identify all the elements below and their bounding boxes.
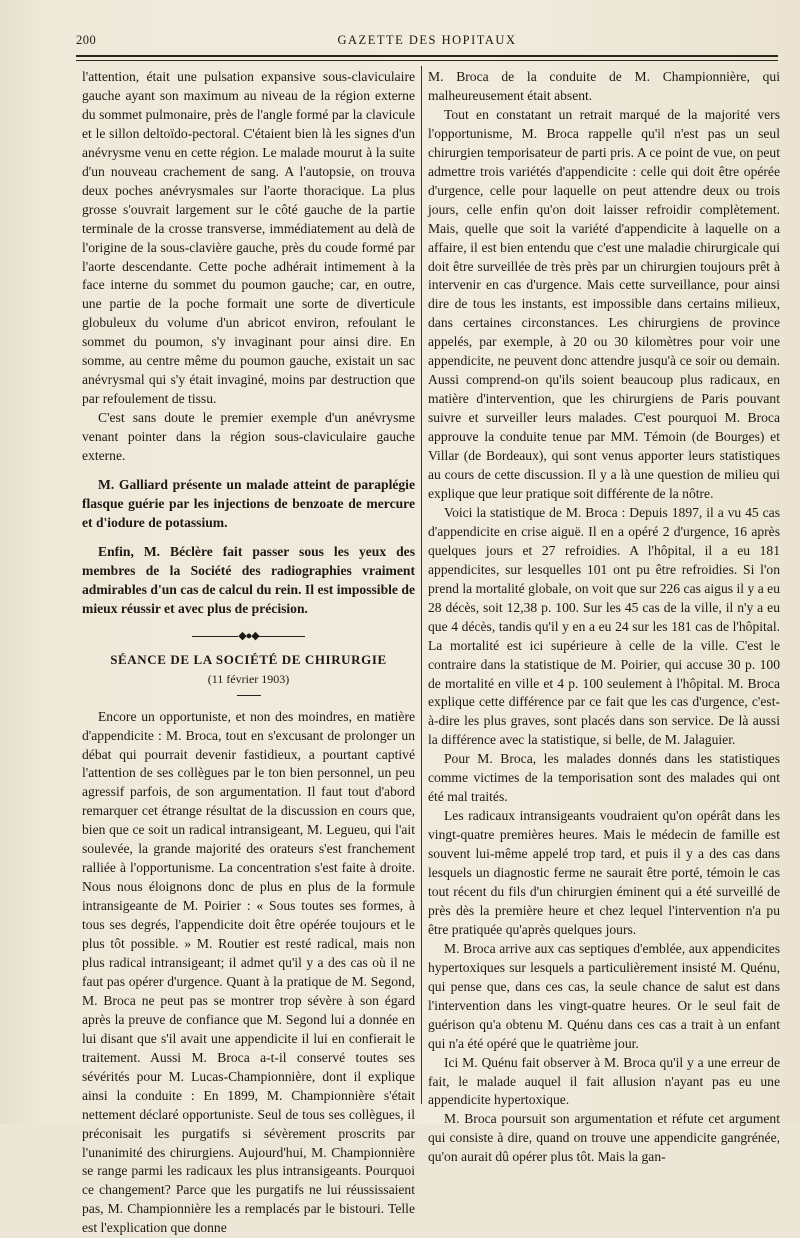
right-paragraph-7: Ici M. Quénu fait observer à M. Broca qu'il y a une erreur de fait, le malade auquel il fait allusion n'ayant pas eu une appendicite hypertoxique. [428,1054,780,1108]
right-column [428,68,780,1167]
right-paragraph-5: Les radicaux intransigeants voudraient qu'on opérât dans les vingt-quatre premières heures. Mais le médecin de famille est souvent lui-même appelé trop tard, et puis il y a des cas dans lesquels un diagnostic ferme ne saurait être porté, témoin le cas tout récent du fils d'un chirurgien éminent qui a été surveillé de près dès la première heure et chez lequel l'intervention n'a pu être pratiquée qu'après quelques jours. [428,808,780,937]
left-paragraph-3: M. Galliard présente un malade atteint de paraplégie flasque guérie par les injections de benzoate de mercure et d'iodure de potassium. [82,477,415,530]
section-title: SÉANCE DE LA SOCIÉTÉ DE CHIRURGIE [110,651,387,667]
left-column [82,68,415,1238]
left-paragraph-1: l'attention, était une pulsation expansive sous-claviculaire gauche ayant son maximum au niveau de la région externe du sommet pulmonaire, près de l'angle formé par la clavicule et le sillon deltoïdo-pectoral. C'étaient bien là les signes d'un anévrysme venu en cette région. Le malade mourut à la suite d'un nouveau crachement de sang. A l'autopsie, on trouva deux poches anévrysmales sur l'aorte thoracique. La plus grosse s'ouvrait largement sur le côté gauche de la partie terminale de la crosse transverse, immédiatement au delà de l'origine de la sous-clavière gauche, près du coude formé par l'aorte descendante. Cette poche adhérait intimement à la face interne du sommet du poumon gauche; car, en outre, une partie de la poche formait une sorte de diverticule globuleux du volume d'un abricot environ, refoulant le sommet du poumon, s'y invaginant pour ainsi dire. En somme, au centre même du poumon gauche, existait un sac anévrysmal qui s'y était invaginé, moins par destruction que par refoulement de tissu. [82,69,415,407]
column-divider [421,66,422,1104]
right-paragraph-2: Tout en constatant un retrait marqué de la majorité vers l'opportunisme, M. Broca rappelle qu'il n'est pas un seul chirurgien temporisateur de parti pris. A ce point de vue, on peut admettre trois variétés d'appendicite : celle qui doit être opérée d'urgence, celle pour laquelle on peut attendre deux ou trois jours, celle enfin qu'on doit laisser refroidir complètement. Mais, quelle que soit la variété d'appendicite à laquelle on a affaire, il est bien entendu que c'est une maladie chirurgicale qui doit être surveillée de très près par un chirurgien toujours prêt à intervenir en cas d'urgence. Mais cette surveillance, pour ainsi dire de tous les instants, est impossible dans certains milieux, dans certaines circonstances. Les chirurgiens de province appelés, par exemple, à 20 ou 30 kilomètres pour voir une appendicite, ne peuvent donc attendre jusqu'à ce soir ou demain. Aussi comprend-on qu'ils soient beaucoup plus radicaux, en matière d'intervention, que les chirurgiens de Paris pouvant suivre et surveiller leurs malades. C'est pourquoi M. Broca approuve la conduite tenue par MM. Témoin (de Bourges) et Villar (de Bordeaux), qui sont venus apporter leurs statistiques au cours de cette discussion. Il y a là une question de milieu qui explique que leur pratique soit différente de la nôtre. [428,106,780,501]
page-number: 200 [76,33,97,47]
journal-title: GAZETTE DES HOPITAUX [337,33,517,47]
section-ornament: ◆●◆ [82,625,415,647]
right-paragraph-4: Pour M. Broca, les malades donnés dans les statistiques comme victimes de la temporisation sont des malades qui ont été mal traités. [428,751,780,805]
right-paragraph-8: M. Broca poursuit son argumentation et réfute cet argument qui consiste à dire, quand on trouve une appendicite gangrénée, qu'on aurait dû opérer plus tôt. Mais la gan- [428,1111,780,1165]
right-paragraph-1: M. Broca de la conduite de M. Championnière, qui malheureusement était absent. [428,69,780,103]
left-paragraph-4: Enfin, M. Béclère fait passer sous les yeux des membres de la Société des radiographies vraiment admirables d'un cas de calcul du rein. Il est impossible de mieux réussir et avec plus de précision. [82,543,415,616]
section-date: (11 février 1903) [207,671,290,686]
left-paragraph-2: C'est sans doute le premier exemple d'un anévrysme venant pointer dans la région sous-claviculaire gauche externe. [82,410,415,464]
left-paragraph-5: Encore un opportuniste, et non des moindres, en matière d'appendicite : M. Broca, tout en s'excusant de prolonger un débat qui pourrait devenir fastidieux, a pourtant captivé l'attention de ses collègues par le ton bien personnel, un peu agressif parfois, de son argumentation. Il faut tout d'abord remarquer cet étrange résultat de la discussion en cours que, bien que ce soit un radical intransigeant, M. Legueu, qui l'ait soulevée, la grande majorité des orateurs s'est franchement ralliée à l'opportunisme. La concentration s'est faite à droite. Nous nous éloignons donc de plus en plus de la formule intransigeante de M. Poirier : « Sous toutes ses formes, à tous ses degrés, l'appendicite doit être opérée toujours et le plus tôt possible. » M. Routier est resté radical, mais non plus radical intransigeant; il admet qu'il y a des cas où il ne faut pas opérer d'urgence. Quant à la pratique de M. Segond, M. Broca ne peut pas se montrer trop sévère à son égard après la preuve de confiance que M. Segond lui a donnée en lui disant que s'il avait une appendicite il lui en confierait le traitement. Aussi M. Broca a-t-il conservé toutes ses sévérités pour M. Lucas-Championnière, dont il explique ainsi la conduite : En 1899, M. Championnière s'était nettement déclaré opportuniste. Seul de tous ses collègues, il préconisait les purgatifs si sévèrement proscrits par l'unanimité des chirurgiens. Aujourd'hui, M. Championnière se range parmi les radicaux les plus intransigeants. Pourquoi ce changement? Parce que les purgatifs ne lui réussissaient pas, M. Championnière les a remplacés par le bistouri. Telle est l'explication que donne [82,708,415,1236]
page-header [76,30,778,50]
header-rule-thin [76,60,778,61]
header-rule-thick [76,55,778,57]
right-paragraph-3: Voici la statistique de M. Broca : Depuis 1897, il a vu 45 cas d'appendicite en crise aiguë. Il en a opéré 2 d'urgence, 16 après quelques jours et 27 refroidies. A l'hôpital, il a eu 181 appendicites, sur lesquelles 101 ont pu être refroidies. Si l'on prend la mortalité globale, on voit que sur 226 cas aigus il y a eu 28 décès, soit 12,38 p. 100. Sur les 45 cas de la ville, il n'y a eu que 4 décès, tandis qu'il y en a eu 24 sur les 181 cas de l'hôpital. La mortalité est ici supérieure à celle de la ville. C'est le contraire dans la statistique de M. Poirier, qui accuse 30 p. 100 de mortalité en ville et 4 p. 100 seulement à l'hôpital. M. Broca explique cette différence par ce fait que les cas d'urgence, c'est-à-dire les plus graves, sont placés dans son service. De là aussi la différence avec la statistique, si belle, de M. Jalaguier. [428,504,780,748]
section-rule [237,695,261,696]
right-paragraph-6: M. Broca arrive aux cas septiques d'emblée, aux appendicites hypertoxiques sur lesquels a particulièrement insisté M. Quénu, qui pense que, dans ces cas, la seule chance de salut est dans l'intervention dans les vingt-quatre heures. Or le seul fait de guérison qu'a obtenu M. Quénu dans ces cas a trait à un enfant qui n'a été opéré que le quatrième jour. [428,940,780,1051]
